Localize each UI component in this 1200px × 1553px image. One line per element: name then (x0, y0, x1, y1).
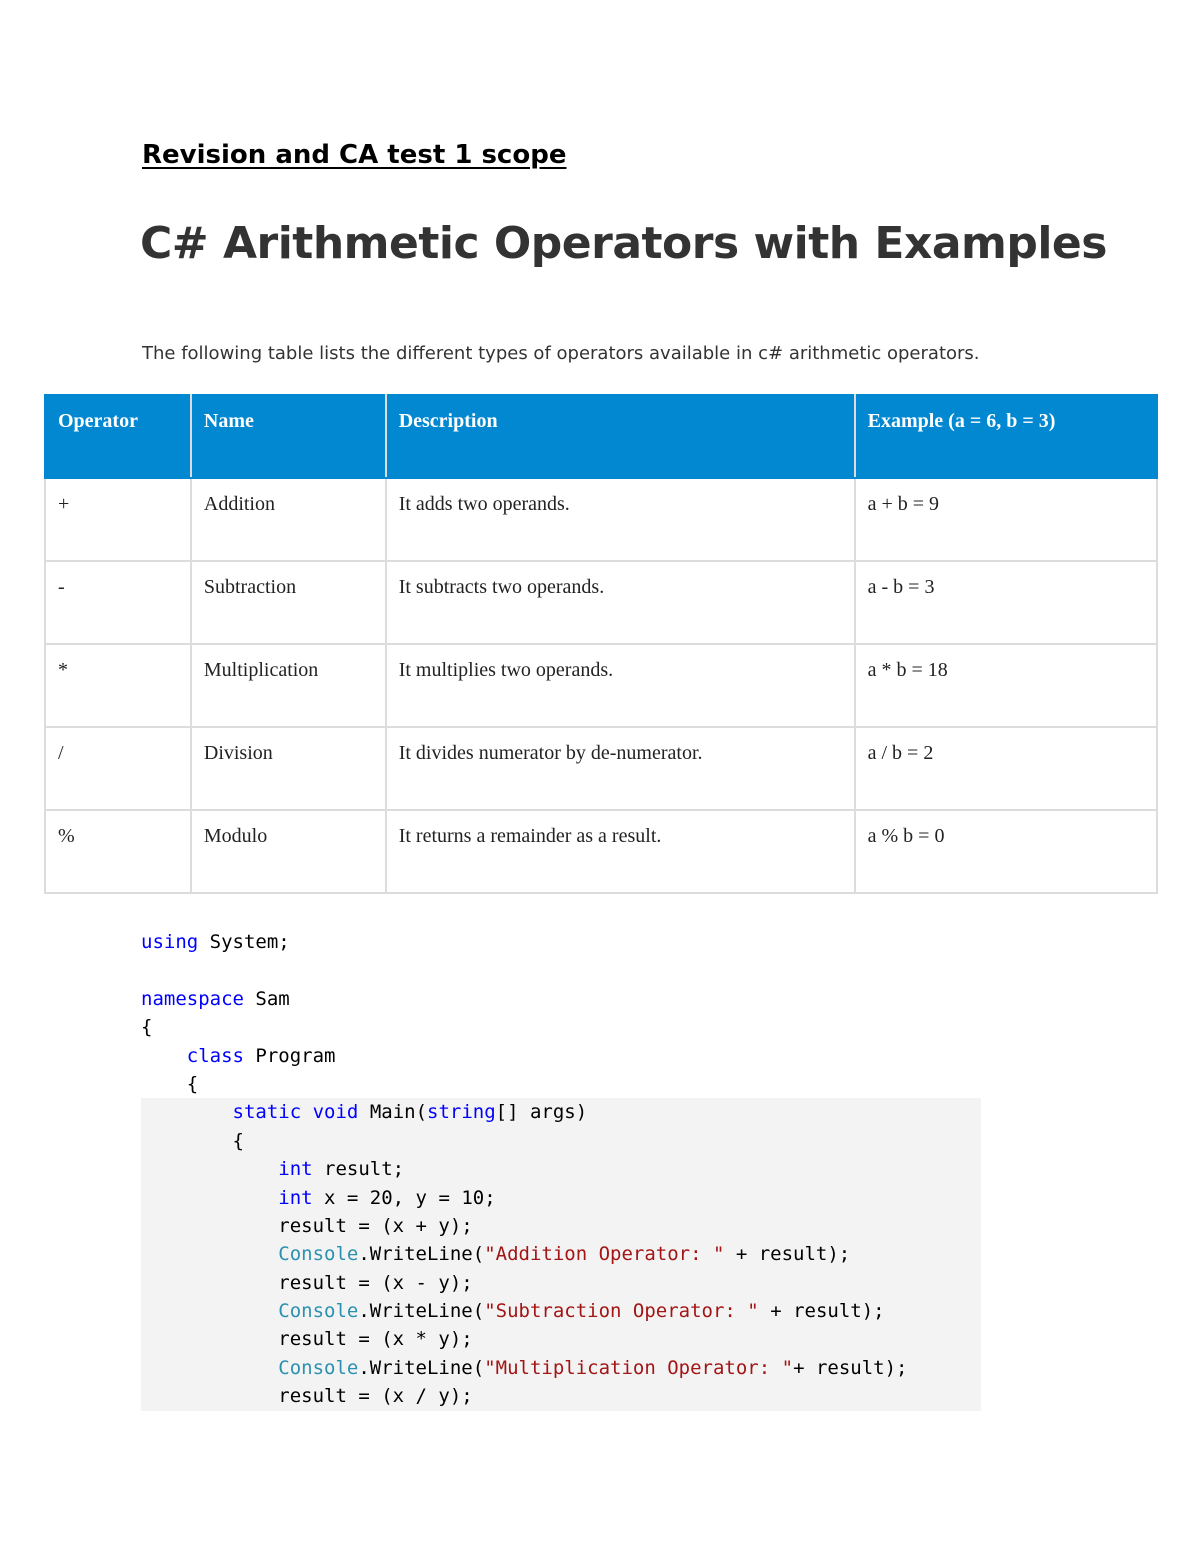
code-token: namespace (141, 987, 244, 1010)
cell-example: a % b = 0 (855, 810, 1157, 893)
code-token: "Subtraction Operator: " (484, 1300, 759, 1323)
code-token: result = (x * y); (278, 1328, 473, 1351)
code-token: "Addition Operator: " (484, 1243, 725, 1266)
code-token: { (186, 1072, 199, 1095)
cell-description: It multiplies two operands. (386, 644, 855, 727)
code-token: string (427, 1101, 496, 1124)
cell-description: It adds two operands. (386, 478, 855, 561)
code-line (141, 1382, 981, 1410)
code-line (141, 956, 981, 984)
cell-operator: % (45, 810, 191, 893)
code-token: System; (198, 931, 290, 953)
cell-name: Division (191, 727, 386, 810)
cell-name: Addition (191, 478, 386, 561)
code-token: + result); (724, 1243, 851, 1266)
code-token: x = 20, y = 10; (312, 1186, 496, 1209)
code-line (141, 1098, 981, 1126)
intro-paragraph: The following table lists the different types of operators available in c# arithmetic operators. (142, 343, 980, 364)
table-row (45, 727, 1157, 810)
code-line (141, 1240, 981, 1268)
cell-example: a + b = 9 (855, 478, 1157, 561)
header-name: Name (191, 395, 386, 478)
code-token: .WriteLine( (358, 1356, 485, 1379)
code-token: Console (278, 1243, 359, 1266)
code-line (141, 1325, 981, 1353)
code-token: using (141, 931, 199, 953)
header-example: Example (a = 6, b = 3) (855, 395, 1157, 478)
cell-operator: + (45, 478, 191, 561)
code-line (141, 1155, 981, 1183)
code-token: Program (243, 1044, 336, 1067)
code-token: Main( (358, 1101, 428, 1124)
code-token: .WriteLine( (358, 1300, 485, 1323)
code-token: result = (x - y); (278, 1271, 473, 1294)
cell-name: Multiplication (191, 644, 386, 727)
cell-name: Modulo (191, 810, 386, 893)
table-row (45, 561, 1157, 644)
code-line (141, 1070, 981, 1098)
cell-example: a - b = 3 (855, 561, 1157, 644)
code-token: "Multiplication Operator: " (484, 1356, 794, 1379)
code-line (141, 1184, 981, 1212)
code-token: [] args) (495, 1101, 588, 1124)
code-token: + result); (793, 1356, 908, 1379)
cell-description: It returns a remainder as a result. (386, 810, 855, 893)
code-token: result; (312, 1158, 405, 1181)
code-line (141, 985, 981, 1013)
code-token: result = (x / y); (278, 1385, 473, 1408)
code-line (141, 1297, 981, 1325)
code-line (141, 1042, 981, 1070)
operators-table (44, 394, 1158, 894)
header-description: Description (386, 395, 855, 478)
code-token: Sam (243, 987, 290, 1010)
cell-example: a * b = 18 (855, 644, 1157, 727)
code-token: class (186, 1044, 244, 1067)
code-block (141, 928, 981, 1411)
document-subtitle: Revision and CA test 1 scope (142, 140, 567, 170)
code-token: { (232, 1129, 244, 1152)
page-title: C# Arithmetic Operators with Examples (140, 218, 1107, 269)
code-token: Console (278, 1356, 359, 1379)
code-token: int (278, 1186, 313, 1209)
code-line (141, 1127, 981, 1155)
code-line (141, 1013, 981, 1041)
table-header-row (45, 395, 1157, 478)
cell-example: a / b = 2 (855, 727, 1157, 810)
code-line (141, 1354, 981, 1382)
cell-operator: * (45, 644, 191, 727)
code-token: int (278, 1158, 313, 1181)
code-token (301, 1101, 312, 1123)
code-token: { (141, 1016, 153, 1039)
code-token: static (232, 1101, 302, 1124)
code-token: Console (278, 1300, 359, 1323)
code-token: result = (x + y); (278, 1214, 473, 1237)
cell-description: It subtracts two operands. (386, 561, 855, 644)
code-line (141, 1269, 981, 1297)
cell-description: It divides numerator by de-numerator. (386, 727, 855, 810)
code-line (141, 928, 981, 956)
table-row (45, 644, 1157, 727)
header-operator: Operator (45, 395, 191, 478)
code-token: + result); (758, 1300, 885, 1323)
cell-operator: / (45, 727, 191, 810)
cell-name: Subtraction (191, 561, 386, 644)
table-row (45, 810, 1157, 893)
table-row (45, 478, 1157, 561)
code-token: void (312, 1101, 359, 1124)
code-token: .WriteLine( (358, 1243, 485, 1266)
code-line (141, 1212, 981, 1240)
cell-operator: - (45, 561, 191, 644)
